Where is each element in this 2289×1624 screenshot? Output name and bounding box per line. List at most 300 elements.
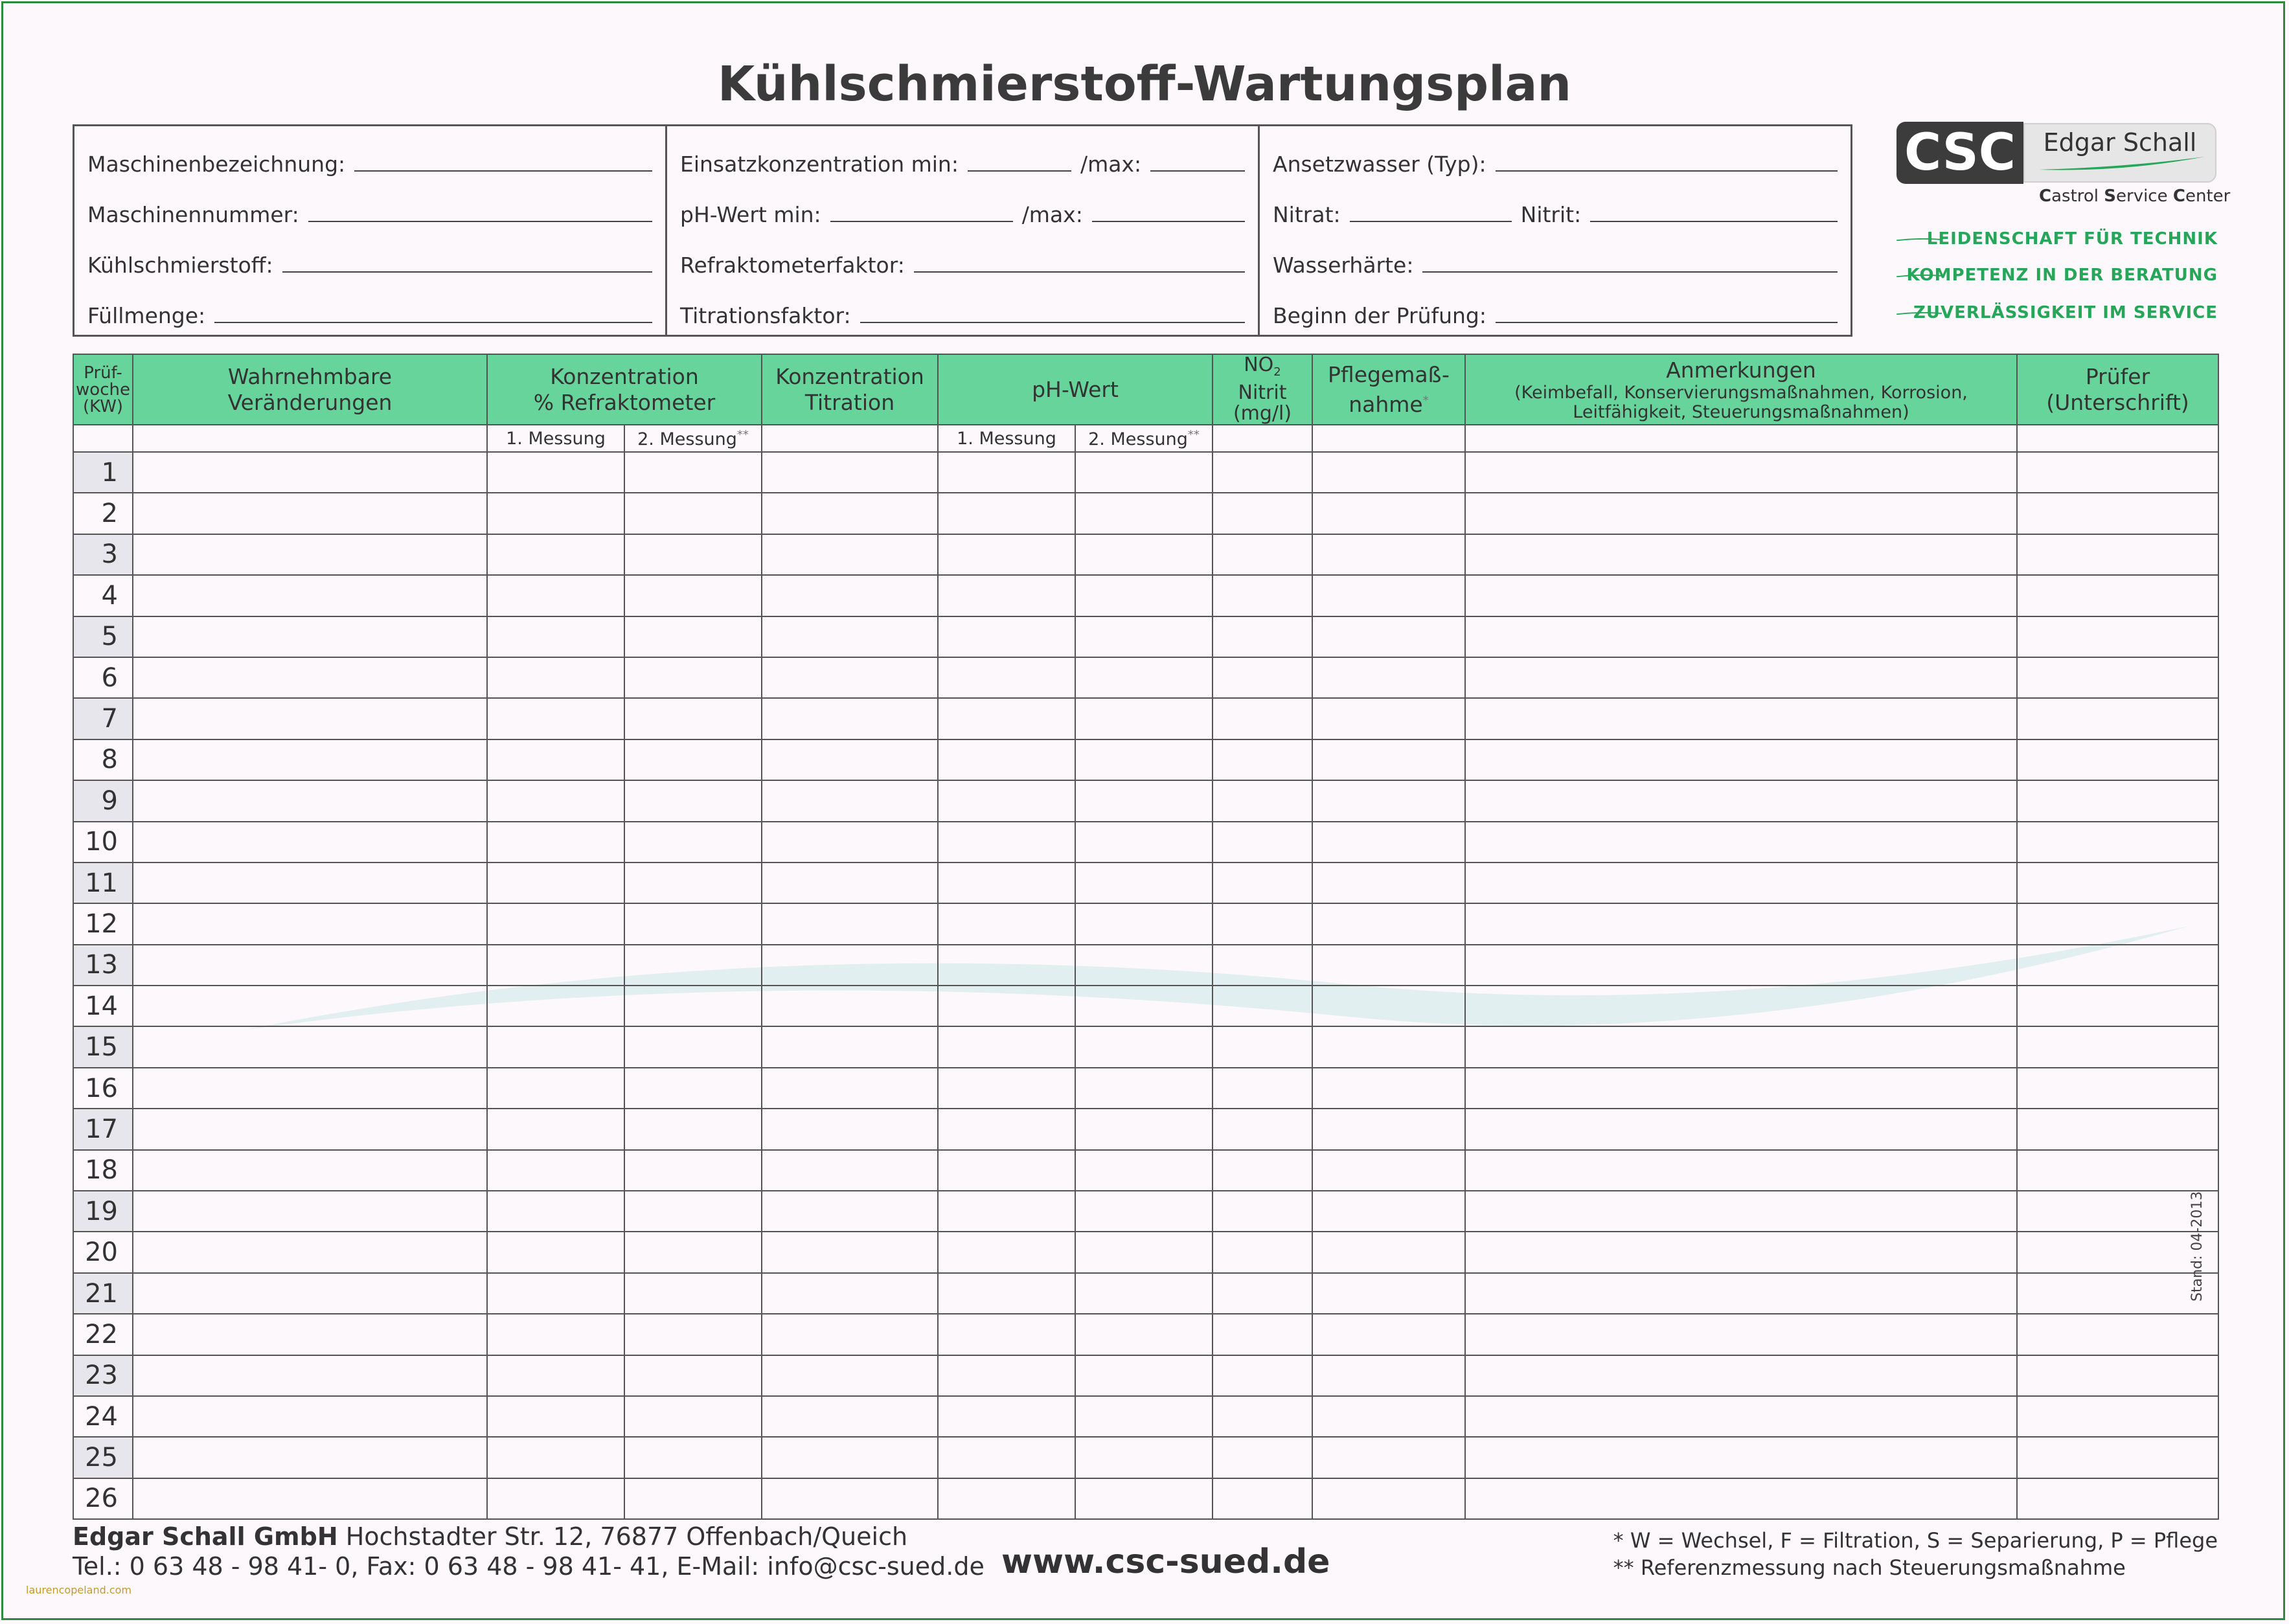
einsatzkonzentration-min-field[interactable] (968, 151, 1071, 172)
entry-cell[interactable] (487, 1150, 624, 1191)
entry-cell[interactable] (2017, 1355, 2218, 1396)
entry-cell[interactable] (1465, 1478, 2017, 1519)
maschinennummer-field[interactable] (308, 201, 652, 222)
entry-cell[interactable] (1465, 1273, 2017, 1314)
fuellmenge-line (87, 289, 652, 328)
entry-cell[interactable] (2017, 1273, 2218, 1314)
table-row (73, 986, 2218, 1026)
entry-cell[interactable] (1075, 1355, 1213, 1396)
entry-cell[interactable] (1075, 452, 1213, 493)
entry-cell[interactable] (1075, 780, 1213, 821)
entry-cell[interactable] (1213, 1478, 1312, 1519)
entry-cell[interactable] (938, 1150, 1075, 1191)
entry-cell[interactable] (762, 1232, 938, 1272)
entry-cell[interactable] (2017, 616, 2218, 657)
entry-cell[interactable] (762, 616, 938, 657)
entry-cell[interactable] (762, 1396, 938, 1437)
entry-cell[interactable] (487, 903, 624, 944)
entry-cell[interactable] (1213, 452, 1312, 493)
entry-cell[interactable] (938, 1273, 1075, 1314)
entry-cell[interactable] (1312, 575, 1465, 616)
entry-cell[interactable] (1312, 1314, 1465, 1355)
entry-cell[interactable] (1213, 1232, 1312, 1272)
entry-cell[interactable] (938, 657, 1075, 698)
entry-cell[interactable] (624, 493, 762, 534)
entry-cell[interactable] (133, 575, 487, 616)
entry-cell[interactable] (133, 1232, 487, 1272)
titrationsfaktor-field[interactable] (860, 302, 1245, 323)
entry-cell[interactable] (1312, 1355, 1465, 1396)
entry-cell[interactable] (133, 822, 487, 863)
table-row (73, 1232, 2218, 1272)
entry-cell[interactable] (1465, 1355, 2017, 1396)
entry-cell[interactable] (1213, 616, 1312, 657)
entry-cell[interactable] (487, 493, 624, 534)
fuellmenge-field[interactable] (214, 302, 652, 323)
entry-cell[interactable] (938, 1232, 1075, 1272)
entry-cell[interactable] (762, 1314, 938, 1355)
slogan-dash-icon (1896, 312, 1942, 315)
entry-cell[interactable] (624, 863, 762, 903)
entry-cell[interactable] (2017, 945, 2218, 986)
entry-cell[interactable] (1465, 945, 2017, 986)
entry-cell[interactable] (1465, 1191, 2017, 1232)
entry-cell[interactable] (762, 1068, 938, 1109)
entry-cell[interactable] (1312, 945, 1465, 986)
entry-cell[interactable] (624, 1026, 762, 1067)
entry-cell[interactable] (487, 698, 624, 739)
entry-cell[interactable] (624, 1191, 762, 1232)
table-row (73, 739, 2218, 780)
entry-cell[interactable] (2017, 1068, 2218, 1109)
entry-cell[interactable] (1213, 657, 1312, 698)
entry-cell[interactable] (133, 903, 487, 944)
slogan-3 (1896, 303, 2218, 322)
entry-cell[interactable] (133, 1314, 487, 1355)
entry-cell[interactable] (1312, 780, 1465, 821)
entry-cell[interactable] (2017, 1026, 2218, 1067)
week-number: 20 (73, 1232, 133, 1272)
entry-cell[interactable] (1213, 1109, 1312, 1149)
entry-cell[interactable] (1213, 1314, 1312, 1355)
entry-cell[interactable] (133, 1150, 487, 1191)
entry-cell[interactable] (487, 1478, 624, 1519)
entry-cell[interactable] (1213, 698, 1312, 739)
entry-cell[interactable] (938, 822, 1075, 863)
entry-cell[interactable] (1213, 534, 1312, 575)
entry-cell[interactable] (1075, 1068, 1213, 1109)
entry-cell[interactable] (1312, 1026, 1465, 1067)
entry-cell[interactable] (133, 1355, 487, 1396)
entry-cell[interactable] (938, 1026, 1075, 1067)
entry-cell[interactable] (487, 1109, 624, 1149)
entry-cell[interactable] (133, 698, 487, 739)
entry-cell[interactable] (1075, 698, 1213, 739)
ph-wert-min-field[interactable] (830, 201, 1013, 222)
entry-cell[interactable] (1465, 534, 2017, 575)
entry-cell[interactable] (762, 739, 938, 780)
entry-cell[interactable] (624, 452, 762, 493)
entry-cell[interactable] (624, 1109, 762, 1149)
entry-cell[interactable] (1213, 1355, 1312, 1396)
entry-cell[interactable] (2017, 739, 2218, 780)
maschinennummer-line (87, 188, 652, 227)
entry-cell[interactable] (624, 1355, 762, 1396)
entry-cell[interactable] (133, 1191, 487, 1232)
entry-cell[interactable] (487, 822, 624, 863)
entry-cell[interactable] (133, 986, 487, 1026)
entry-cell[interactable] (1312, 739, 1465, 780)
entry-cell[interactable] (487, 1273, 624, 1314)
entry-cell[interactable] (1075, 1273, 1213, 1314)
entry-cell[interactable] (624, 822, 762, 863)
entry-cell[interactable] (1465, 1396, 2017, 1437)
entry-cell[interactable] (1312, 452, 1465, 493)
entry-cell[interactable] (624, 1150, 762, 1191)
entry-cell[interactable] (487, 1068, 624, 1109)
maschinenbezeichnung-label: Maschinenbezeichnung: (87, 152, 346, 177)
entry-cell[interactable] (762, 493, 938, 534)
entry-cell[interactable] (133, 657, 487, 698)
entry-cell[interactable] (1312, 1191, 1465, 1232)
entry-cell[interactable] (1465, 1232, 2017, 1272)
entry-cell[interactable] (2017, 534, 2218, 575)
entry-cell[interactable] (133, 945, 487, 986)
entry-cell[interactable] (133, 739, 487, 780)
entry-cell[interactable] (2017, 698, 2218, 739)
entry-cell[interactable] (1075, 575, 1213, 616)
entry-cell[interactable] (1312, 1150, 1465, 1191)
entry-cell[interactable] (1465, 780, 2017, 821)
entry-cell[interactable] (762, 1355, 938, 1396)
entry-cell[interactable] (1312, 1068, 1465, 1109)
entry-cell[interactable] (2017, 1232, 2218, 1272)
entry-cell[interactable] (938, 534, 1075, 575)
entry-cell[interactable] (133, 493, 487, 534)
entry-cell[interactable] (1213, 903, 1312, 944)
entry-cell[interactable] (624, 1437, 762, 1478)
entry-cell[interactable] (938, 739, 1075, 780)
entry-cell[interactable] (487, 616, 624, 657)
entry-cell[interactable] (1312, 1478, 1465, 1519)
entry-cell[interactable] (624, 657, 762, 698)
entry-cell[interactable] (2017, 575, 2218, 616)
entry-cell[interactable] (487, 945, 624, 986)
entry-cell[interactable] (624, 1068, 762, 1109)
entry-cell[interactable] (1075, 986, 1213, 1026)
entry-cell[interactable] (1075, 616, 1213, 657)
entry-cell[interactable] (762, 1150, 938, 1191)
entry-cell[interactable] (762, 657, 938, 698)
week-number: 22 (73, 1314, 133, 1355)
entry-cell[interactable] (938, 986, 1075, 1026)
entry-cell[interactable] (487, 1396, 624, 1437)
entry-cell[interactable] (133, 1109, 487, 1149)
entry-cell[interactable] (1312, 1437, 1465, 1478)
entry-cell[interactable] (1075, 1437, 1213, 1478)
entry-cell[interactable] (624, 1232, 762, 1272)
entry-cell[interactable] (1075, 1396, 1213, 1437)
entry-cell[interactable] (1312, 1273, 1465, 1314)
subheader-ph-messung-2: 2. Messung** (1075, 425, 1213, 452)
entry-cell[interactable] (1312, 986, 1465, 1026)
entry-cell[interactable] (938, 1437, 1075, 1478)
entry-cell[interactable] (1312, 616, 1465, 657)
entry-cell[interactable] (1075, 534, 1213, 575)
page-title: Kühlschmierstoff-Wartungsplan (717, 56, 1572, 112)
entry-cell[interactable] (1075, 1191, 1213, 1232)
entry-cell[interactable] (487, 1191, 624, 1232)
entry-cell[interactable] (624, 1314, 762, 1355)
nitrat-field[interactable] (1350, 201, 1512, 222)
entry-cell[interactable] (938, 945, 1075, 986)
entry-cell[interactable] (1465, 493, 2017, 534)
wasserhaerte-field[interactable] (1422, 252, 1838, 273)
entry-cell[interactable] (624, 780, 762, 821)
nitrat-label: Nitrat: (1273, 202, 1341, 227)
entry-cell[interactable] (1312, 493, 1465, 534)
entry-cell[interactable] (2017, 903, 2218, 944)
entry-cell[interactable] (2017, 1437, 2218, 1478)
entry-cell[interactable] (1075, 1109, 1213, 1149)
entry-cell[interactable] (1213, 1396, 1312, 1437)
entry-cell[interactable] (1465, 1150, 2017, 1191)
entry-cell[interactable] (938, 1478, 1075, 1519)
entry-cell[interactable] (133, 534, 487, 575)
entry-cell[interactable] (1465, 1437, 2017, 1478)
entry-cell[interactable] (487, 863, 624, 903)
entry-cell[interactable] (487, 452, 624, 493)
table-row (73, 575, 2218, 616)
entry-cell[interactable] (133, 616, 487, 657)
entry-cell[interactable] (487, 1355, 624, 1396)
entry-cell[interactable] (762, 1191, 938, 1232)
entry-cell[interactable] (1465, 1109, 2017, 1149)
entry-cell[interactable] (938, 1314, 1075, 1355)
entry-cell[interactable] (1213, 739, 1312, 780)
entry-cell[interactable] (762, 1109, 938, 1149)
entry-cell[interactable] (762, 698, 938, 739)
entry-cell[interactable] (938, 863, 1075, 903)
entry-cell[interactable] (1213, 780, 1312, 821)
entry-cell[interactable] (487, 1437, 624, 1478)
entry-cell[interactable] (762, 822, 938, 863)
ph-wert-max-field[interactable] (1092, 201, 1245, 222)
entry-cell[interactable] (1465, 903, 2017, 944)
entry-cell[interactable] (2017, 1314, 2218, 1355)
entry-cell[interactable] (762, 1478, 938, 1519)
entry-cell[interactable] (487, 657, 624, 698)
entry-cell[interactable] (2017, 1150, 2218, 1191)
entry-cell[interactable] (2017, 822, 2218, 863)
entry-cell[interactable] (1465, 1314, 2017, 1355)
kuehlschmierstoff-field[interactable] (282, 252, 652, 273)
entry-cell[interactable] (762, 903, 938, 944)
week-number: 2 (73, 493, 133, 534)
entry-cell[interactable] (938, 1191, 1075, 1232)
entry-cell[interactable] (624, 698, 762, 739)
entry-cell[interactable] (2017, 493, 2218, 534)
entry-cell[interactable] (1465, 739, 2017, 780)
entry-cell[interactable] (2017, 1191, 2218, 1232)
entry-cell[interactable] (1075, 493, 1213, 534)
entry-cell[interactable] (133, 780, 487, 821)
entry-cell[interactable] (938, 1396, 1075, 1437)
entry-cell[interactable] (938, 903, 1075, 944)
entry-cell[interactable] (762, 863, 938, 903)
entry-cell[interactable] (762, 1437, 938, 1478)
entry-cell[interactable] (133, 452, 487, 493)
entry-cell[interactable] (938, 575, 1075, 616)
entry-cell[interactable] (1075, 863, 1213, 903)
entry-cell[interactable] (938, 1068, 1075, 1109)
entry-cell[interactable] (1465, 698, 2017, 739)
entry-cell[interactable] (1075, 657, 1213, 698)
maschinenbezeichnung-field[interactable] (354, 151, 652, 172)
entry-cell[interactable] (938, 493, 1075, 534)
entry-cell[interactable] (1213, 1026, 1312, 1067)
entry-cell[interactable] (624, 903, 762, 944)
entry-cell[interactable] (133, 1273, 487, 1314)
entry-cell[interactable] (1213, 1437, 1312, 1478)
entry-cell[interactable] (487, 1232, 624, 1272)
entry-cell[interactable] (2017, 1109, 2218, 1149)
entry-cell[interactable] (762, 452, 938, 493)
table-row (73, 452, 2218, 493)
entry-cell[interactable] (1075, 822, 1213, 863)
entry-cell[interactable] (1075, 1478, 1213, 1519)
entry-cell[interactable] (1312, 1109, 1465, 1149)
entry-cell[interactable] (1075, 945, 1213, 986)
einsatzkonzentration-max-field[interactable] (1150, 151, 1245, 172)
entry-cell[interactable] (1213, 575, 1312, 616)
entry-cell[interactable] (2017, 863, 2218, 903)
entry-cell[interactable] (938, 452, 1075, 493)
entry-cell[interactable] (133, 1026, 487, 1067)
entry-cell[interactable] (1213, 1068, 1312, 1109)
footer-contact[interactable]: Tel.: 0 63 48 - 98 41- 0, Fax: 0 63 48 - 98 41- 41, E-Mail: info@csc-sued.de (73, 1552, 985, 1581)
entry-cell[interactable] (1465, 1068, 2017, 1109)
nitrit-field[interactable] (1590, 201, 1838, 222)
entry-cell[interactable] (487, 1026, 624, 1067)
entry-cell[interactable] (1312, 534, 1465, 575)
entry-cell[interactable] (1465, 1026, 2017, 1067)
entry-cell[interactable] (1213, 945, 1312, 986)
entry-cell[interactable] (1465, 863, 2017, 903)
entry-cell[interactable] (624, 739, 762, 780)
entry-cell[interactable] (938, 1355, 1075, 1396)
table-row (73, 534, 2218, 575)
entry-cell[interactable] (1213, 863, 1312, 903)
entry-cell[interactable] (762, 1273, 938, 1314)
entry-cell[interactable] (624, 534, 762, 575)
entry-cell[interactable] (1465, 452, 2017, 493)
entry-cell[interactable] (1312, 657, 1465, 698)
entry-cell[interactable] (133, 1437, 487, 1478)
entry-cell[interactable] (1312, 822, 1465, 863)
entry-cell[interactable] (133, 1068, 487, 1109)
ansetzwasser-field[interactable] (1496, 151, 1838, 172)
entry-cell[interactable] (624, 945, 762, 986)
entry-cell[interactable] (2017, 452, 2218, 493)
entry-cell[interactable] (1075, 1026, 1213, 1067)
subheader-cell (133, 425, 487, 452)
entry-cell[interactable] (762, 945, 938, 986)
entry-cell[interactable] (624, 616, 762, 657)
entry-cell[interactable] (2017, 986, 2218, 1026)
entry-cell[interactable] (1312, 698, 1465, 739)
refraktometerfaktor-label: Refraktometerfaktor: (680, 253, 905, 278)
entry-cell[interactable] (624, 986, 762, 1026)
entry-cell[interactable] (487, 739, 624, 780)
entry-cell[interactable] (938, 780, 1075, 821)
entry-cell[interactable] (762, 986, 938, 1026)
table-row (73, 1026, 2218, 1067)
entry-cell[interactable] (487, 575, 624, 616)
entry-cell[interactable] (487, 534, 624, 575)
entry-cell[interactable] (938, 698, 1075, 739)
entry-cell[interactable] (1465, 986, 2017, 1026)
entry-cell[interactable] (624, 1478, 762, 1519)
entry-cell[interactable] (487, 986, 624, 1026)
beginn-pruefung-field[interactable] (1496, 302, 1838, 323)
entry-cell[interactable] (2017, 657, 2218, 698)
entry-cell[interactable] (487, 780, 624, 821)
entry-cell[interactable] (1465, 575, 2017, 616)
entry-cell[interactable] (938, 1109, 1075, 1149)
refraktometerfaktor-field[interactable] (914, 252, 1245, 273)
entry-cell[interactable] (762, 575, 938, 616)
entry-cell[interactable] (1312, 863, 1465, 903)
entry-cell[interactable] (1312, 903, 1465, 944)
entry-cell[interactable] (624, 1273, 762, 1314)
entry-cell[interactable] (133, 1478, 487, 1519)
slogan-1 (1896, 229, 2218, 249)
entry-cell[interactable] (2017, 1478, 2218, 1519)
entry-cell[interactable] (1213, 986, 1312, 1026)
entry-cell[interactable] (762, 1026, 938, 1067)
entry-cell[interactable] (762, 534, 938, 575)
entry-cell[interactable] (1213, 1150, 1312, 1191)
info-column-parameters (667, 126, 1260, 335)
entry-cell[interactable] (1312, 1232, 1465, 1272)
table-row (73, 1150, 2218, 1191)
entry-cell[interactable] (487, 1314, 624, 1355)
entry-cell[interactable] (1075, 1150, 1213, 1191)
entry-cell[interactable] (1465, 616, 2017, 657)
entry-cell[interactable] (1213, 1191, 1312, 1232)
entry-cell[interactable] (1213, 493, 1312, 534)
entry-cell[interactable] (1213, 822, 1312, 863)
entry-cell[interactable] (1312, 1396, 1465, 1437)
entry-cell[interactable] (133, 1396, 487, 1437)
entry-cell[interactable] (1075, 1314, 1213, 1355)
entry-cell[interactable] (1075, 1232, 1213, 1272)
entry-cell[interactable] (624, 1396, 762, 1437)
entry-cell[interactable] (1075, 739, 1213, 780)
entry-cell[interactable] (2017, 1396, 2218, 1437)
footer-website-link[interactable]: www.csc-sued.de (1001, 1542, 1330, 1581)
entry-cell[interactable] (938, 616, 1075, 657)
entry-cell[interactable] (1465, 657, 2017, 698)
entry-cell[interactable] (133, 863, 487, 903)
entry-cell[interactable] (2017, 780, 2218, 821)
entry-cell[interactable] (1213, 1273, 1312, 1314)
entry-cell[interactable] (1465, 822, 2017, 863)
entry-cell[interactable] (1075, 903, 1213, 944)
entry-cell[interactable] (762, 780, 938, 821)
entry-cell[interactable] (624, 575, 762, 616)
